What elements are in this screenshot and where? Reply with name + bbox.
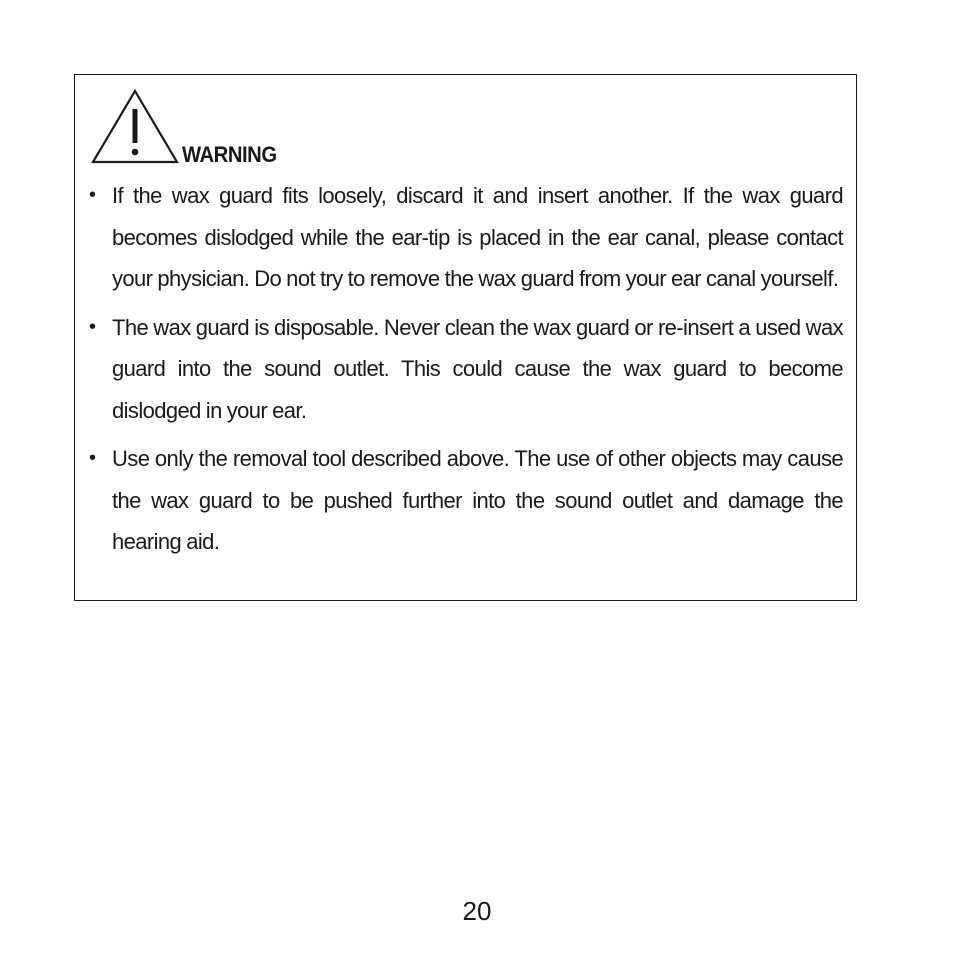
warning-box xyxy=(74,74,857,601)
warning-item xyxy=(89,175,843,300)
page-number: 20 xyxy=(462,896,492,926)
warning-title: WARNING xyxy=(182,142,277,167)
warning-item-text: Use only the removal tool described above. The use of other objects may cause the wax guard to be pushed further into the sound outlet and damage the hearing aid. xyxy=(112,446,843,554)
bullet-icon: • xyxy=(89,315,96,338)
warning-item-text: The wax guard is disposable. Never clean the wax guard or re-insert a used wax guard into the sound outlet. This could cause the wax guard to become dislodged in your ear. xyxy=(112,314,843,423)
warning-list xyxy=(89,175,843,570)
warning-item xyxy=(89,438,843,563)
warning-header xyxy=(91,89,285,165)
warning-triangle-icon xyxy=(91,89,179,165)
warning-item-text: If the wax guard fits loosely, discard it and insert another. If the wax guard becomes dislodged while the ear-tip is placed in the ear canal, please contact your physician. Do not try to remove the wax guard from your ear canal yourself. xyxy=(112,183,843,291)
warning-item xyxy=(89,307,843,432)
bullet-icon: • xyxy=(89,184,96,206)
bullet-icon: • xyxy=(89,447,96,469)
